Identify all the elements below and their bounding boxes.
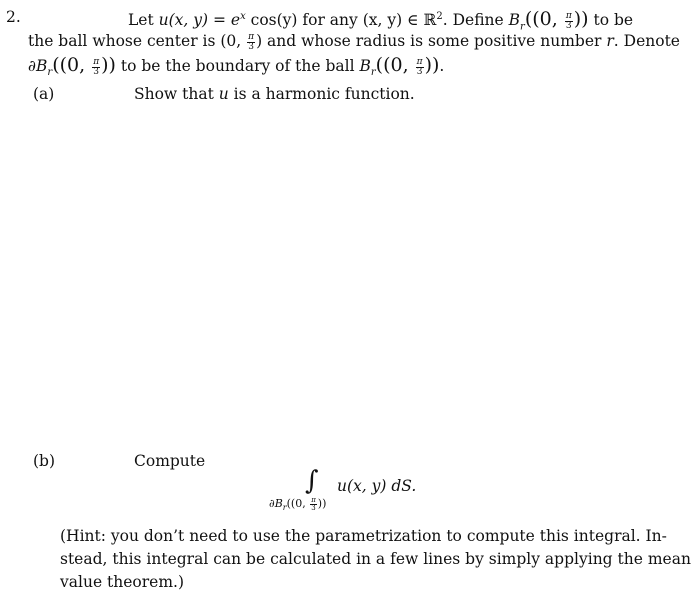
exponent: x [240, 11, 246, 22]
paren-close: )) [573, 8, 589, 31]
denote-text: . Denote [613, 32, 680, 50]
function-definition: u(x, y) = e [158, 11, 241, 30]
hint-line-1: (Hint: you don’t need to use the parametrization to compute this integral. In- [60, 527, 667, 545]
ball-radius-subscript: r [520, 21, 525, 33]
pi-over-three: $\frac{\pi}{3}$ [93, 56, 100, 77]
function-rest: cos(y) for any (x, y) ∈ ℝ [245, 11, 437, 30]
pi-over-three: $\frac{\pi}{3}$ [565, 10, 572, 31]
integral-sign: ∫ [305, 466, 319, 496]
hint-line-3: value theorem.) [60, 573, 185, 591]
paren-open: ((0, [524, 8, 564, 31]
part-a-text: Show that u is a harmonic function. [134, 85, 415, 103]
radius-text: ) and whose radius is some positive number [256, 32, 607, 50]
part-b-label: (b) [33, 452, 56, 470]
radius-symbol: r [606, 32, 614, 50]
pi-over-three: $\frac{\pi}{3}$ [248, 31, 255, 52]
square: 2 [436, 11, 443, 22]
intro-line-2 [28, 30, 680, 52]
center-text: the ball whose center is (0, [28, 32, 247, 50]
boundary-text: to be the boundary of the ball [115, 57, 360, 75]
intro-line-3: $\partial B_r((0$, $\frac{\pi}{3}$ )) to be the boundary of the ball $B_r((0$, $\frac{\pi}{3}$ )). [28, 54, 445, 79]
let-word: Let [128, 11, 154, 30]
problem-number: 2. [6, 8, 21, 26]
part-a-label: (a) [33, 85, 55, 103]
boundary-symbol: ∂B [28, 57, 48, 75]
pi-over-three: $\frac{\pi}{3}$ [416, 56, 423, 77]
compute-word: Compute [134, 452, 206, 470]
define-word: . Define [442, 11, 504, 30]
integrand: u(x, y) dS. [337, 477, 417, 495]
integral-domain: $\partial B_r((0$, $\frac{\pi}{3}$ )) [269, 495, 327, 513]
hint-line-2: stead, this integral can be calculated in a few lines by simply applying the mean [60, 550, 691, 568]
to-be: to be [588, 11, 634, 30]
ball-symbol: B [508, 11, 521, 30]
